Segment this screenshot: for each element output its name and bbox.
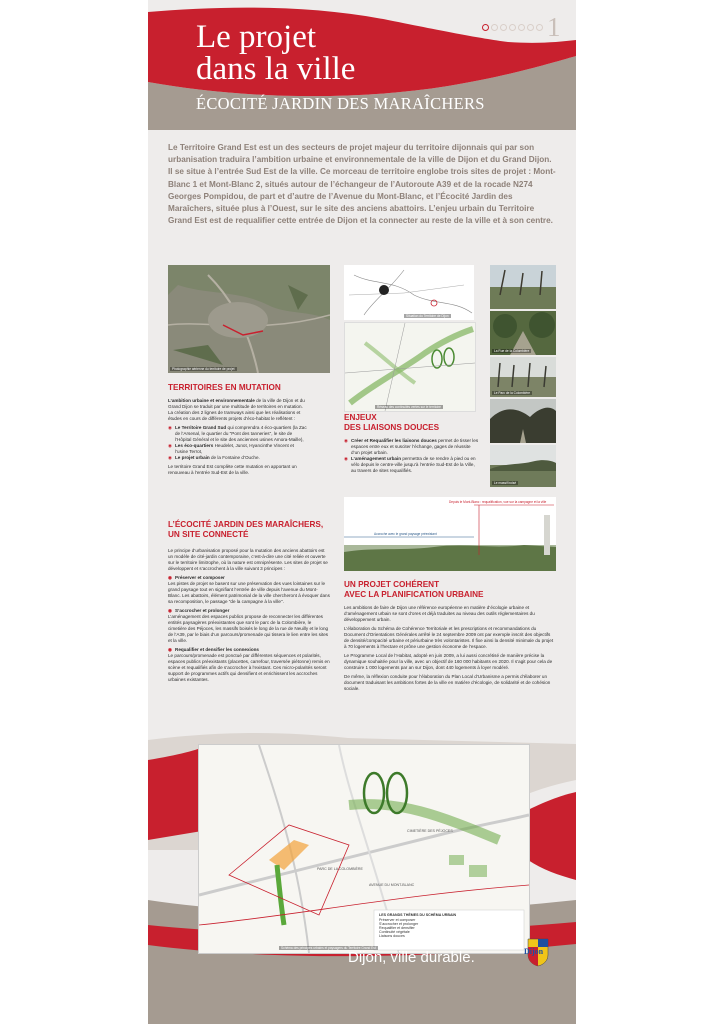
panorama-top-label: Depuis le Mont-Blanc : requalification, vue sur la campagne et la ville — [449, 500, 547, 504]
legend-item: Requalifier et densifier — [379, 926, 415, 930]
territoires-closing: Le territoire Grand Est complète cette mutation en apportant un renouveau à l’entrée Sud-Est de la ville. — [168, 464, 297, 475]
legend-item: Liaisons douces — [379, 934, 405, 938]
panorama-mid-label: Accroche avec le grand paysage préexistant — [374, 532, 437, 536]
territoires-text — [168, 398, 308, 479]
photo-c-caption: Le Parc de la Colombière — [494, 391, 530, 395]
intro-paragraph: Le Territoire Grand Est est un des secteurs de projet majeur du territoire dijonnais qui par son urbanisation traduira l’ambition urbaine et environnementale de la ville de Dijon et du Grand Dijon. Il se situe à l’entrée Sud Est de la ville. Ce morceau de territoire englobe trois sites de projet : Mont-Blanc 1 et Mont-Blanc 2, situés autour de l’échangeur de l’Autoroute A39 et de la rocade N274 Georges Pompidou, de part et d’autre de l’Avenue du Mont-Blanc, et l’Écocité Jardin des Maraîchers, située plus à l’Ouest, sur le site des anciens abattoirs. L’enjeu urbain du Territoire Grand Est est de requalifier cette entrée de Dijon et la connecter au reste de la ville et à son centre. — [168, 143, 556, 226]
site-photo-b — [490, 311, 556, 355]
page-title-line1: Le projet — [196, 19, 317, 55]
green-network-image — [345, 323, 475, 411]
heading-projet-line2: AVEC LA PLANIFICATION URBAINE — [344, 590, 484, 599]
page-dot — [536, 24, 543, 31]
green-network-diagram — [344, 322, 476, 412]
heading-projet-line1: UN PROJET COHÉRENT — [344, 580, 440, 589]
plan-caption: Schéma des principes urbains et paysagers du Territoire Grand Est — [281, 946, 376, 950]
principle-1-title: ◉ Préserver et composer — [168, 575, 330, 581]
photo-e-caption: Le massif boisé — [494, 481, 517, 485]
ecocite-text — [168, 548, 330, 686]
heading-territoires: TERRITOIRES EN MUTATION — [168, 383, 281, 392]
legend-item: S’accrocher et prolonger — [379, 922, 419, 926]
projet-paragraph: L’élaboration du Schéma de Cohérence Territoriale et les prescriptions et recommandations du Document d’Orientations Générales arrêté le 24 septembre 2009 ont par exemple inscrit des objectifs de densité/compacité urbaine et périurbaine très volontaristes. Il fixe ainsi la densité minimale du projet à 70 logements à l’hectare et prône une gestion économe de l’espace. — [344, 626, 554, 649]
heading-ecocite — [168, 520, 323, 540]
legend-title: LES GRANDS THÈMES DU SCHÉMA URBAIN — [379, 913, 457, 917]
plan-label-3: AVENUE DU MONT-BLANC — [369, 883, 415, 887]
projet-paragraph: Le Programme Local de l’Habitat, adopté en juin 2009, a lui aussi concrétisé de manière précise la dynamique souhaitée pour la ville, avec un objectif de 160 000 habitants en 2020. Il s’agit pour cela de construire 1 000 logements par an sur Dijon, dont 440 logements à loyer modéré. — [344, 653, 553, 670]
list-item: ◉ Les éco-quartiers Heudelet, Junot, Hyancinthe Vincent et l’usine Terrot, — [168, 443, 308, 455]
site-photo-c — [490, 357, 556, 397]
site-photo-d — [490, 399, 556, 443]
heading-enjeux-line2: DES LIAISONS DOUCES — [344, 423, 440, 432]
page-dot — [509, 24, 516, 31]
plan-label-1: CIMETIÈRE DES PÉJOCES — [407, 829, 453, 833]
projet-text — [344, 605, 556, 695]
site-photo-d-image — [490, 399, 556, 443]
site-photo-e — [490, 445, 556, 487]
sketch-map — [344, 265, 474, 320]
dijon-logo-text: Dijon — [524, 947, 544, 956]
footer-slogan: Dijon, ville durable. — [348, 949, 475, 966]
page-dot — [500, 24, 507, 31]
page-subtitle: ÉCOCITÉ JARDIN DES MARAÎCHERS — [196, 94, 485, 113]
page-indicator-dots — [482, 24, 543, 31]
diagram-caption: Réseau des continuités vertes sur le territoire — [377, 405, 441, 409]
heading-projet — [344, 580, 484, 600]
site-photo-a — [490, 265, 556, 309]
projet-paragraph: Les ambitions de faire de Dijon une référence européenne en matière d’écologie urbaine et d’aménagement urbain se sont d’ores et déjà traduites au niveau des outils réglementaires du développement urbain. — [344, 605, 535, 622]
panorama-figure — [344, 497, 556, 571]
heading-ecocite-line1: L’ÉCOCITÉ JARDIN DES MARAÎCHERS, — [168, 520, 324, 529]
principle-3-text: Le parcours/promenade est ponctué par différentes séquences et polarités, espaces publics préexistants (placettes, carrefour, traversée piétonne) remis en scène et requalifiés afin de s’accrocher à l’existant. Ces micro-polarités seront support de programmes actifs qui densifient et enrichissent les accroches urbaines existantes. — [168, 653, 330, 682]
legend-item: Préserver et composer — [379, 918, 416, 922]
page-dot — [491, 24, 498, 31]
enjeux-list — [344, 438, 480, 474]
list-item: ◉ Le projet urbain de la Fontaine d’Ouche. — [168, 455, 308, 461]
exhibit-panel — [148, 0, 576, 1024]
principle-3-title: ◉ Requalifier et densifier les connexions — [168, 647, 330, 653]
projet-paragraph: De même, la réflexion conduite pour l’élaboration du Plan Local d’Urbanisme a permis d’élaborer un document traduisant les ambitions fortes de la ville en matière d’écologie, de solidarité et de cohésion sociale. — [344, 674, 551, 691]
legend-item: Continuité végétale — [379, 930, 410, 934]
photo-b-caption: La Rue de la Colombière — [494, 349, 530, 353]
list-item: ◉ L’aménagement urbain permettra de se rendre à pied ou en vélo depuis le centre-ville jusqu’à l’entrée Sud-Est de la Ville, au travers de sites requalifiés. — [344, 456, 480, 474]
page-dot — [482, 24, 489, 31]
plan-legend — [379, 913, 519, 938]
sketch-caption: Situation du Territoire de Dijon — [406, 314, 449, 318]
page-number: 1 — [547, 12, 561, 42]
heading-enjeux-line1: ENJEUX — [344, 413, 377, 422]
page-title-line2: dans la ville — [196, 51, 356, 87]
aerial-caption: Photographie aérienne du territoire de projet — [172, 367, 235, 371]
page-dot — [518, 24, 525, 31]
principle-2-title: ◉ S’accrocher et prolonger — [168, 608, 330, 614]
heading-ecocite-line2: UN SITE CONNECTÉ — [168, 530, 249, 539]
site-photo-a-image — [490, 265, 556, 309]
territoires-lead-rest: de la ville de Dijon et du Grand Dijon se traduit par une multitude de territoires en mutation. La création des 2 lignes de tramways ainsi que les réalisations et études en cours de différents projets d’éco-habitat le reflètent : — [168, 398, 305, 421]
page-dot — [527, 24, 534, 31]
list-item: ◉ Le Territoire Grand Sud qui comprendra 4 éco-quartiers (la Zac de l’Arsenal, le quartier du "Pont des tanneries", le site de l’Hôpital Général et le site des anciennes usines Amora-Maille), — [168, 425, 308, 443]
aerial-photo-image — [168, 265, 330, 373]
territoires-lead-bold: L’ambition urbaine et environnementale — [168, 398, 255, 403]
territoires-list — [168, 425, 308, 461]
principle-1-text: Les pistes de projet se basent sur une préservation des vues lointaines sur le grand paysage tout en signifiant l’entrée de ville depuis l’avenue du Mont-Blanc. Les abattoirs, élément patrimonial de la ville chercheront à évoquer dans sa recomposition, le passage "de la campagne à la ville". — [168, 581, 330, 604]
enjeux-text — [344, 438, 480, 477]
heading-enjeux — [344, 413, 439, 433]
plan-label-2: PARC DE LA COLOMBIÈRE — [317, 867, 363, 871]
urban-plan — [198, 744, 530, 954]
dijon-logo — [526, 937, 550, 967]
ecocite-intro: Le principe d’urbanisation proposé pour la mutation des anciens abattoirs est un modèle de cité-jardin contemporaine, c’est-à-dire une cité reliée et ouverte sur le territoire limitrophe, où la nature est omniprésente. Les sites de projet se développent et s’accrochent à la ville suivant 3 principes : — [168, 548, 328, 571]
aerial-photo — [168, 265, 330, 373]
principle-2-text: L’aménagement des espaces publics propose de reconnecter les différentes entités paysagères préexistantes que sont le parc de la Colombière, le cimetière des Péjoces, les massifs boisés le long de la rue de Neuilly et le long de l’A39, par le biais d’un parcours/promenade qui tissera le lien entre les sites et la ville. — [168, 614, 329, 643]
list-item: ◉ Créer et Requalifier les liaisons douces permet de tisser les espaces entre eux et susciter l’échange, gages de réussite d’un projet urbain. — [344, 438, 480, 456]
sketch-map-image — [344, 265, 474, 320]
